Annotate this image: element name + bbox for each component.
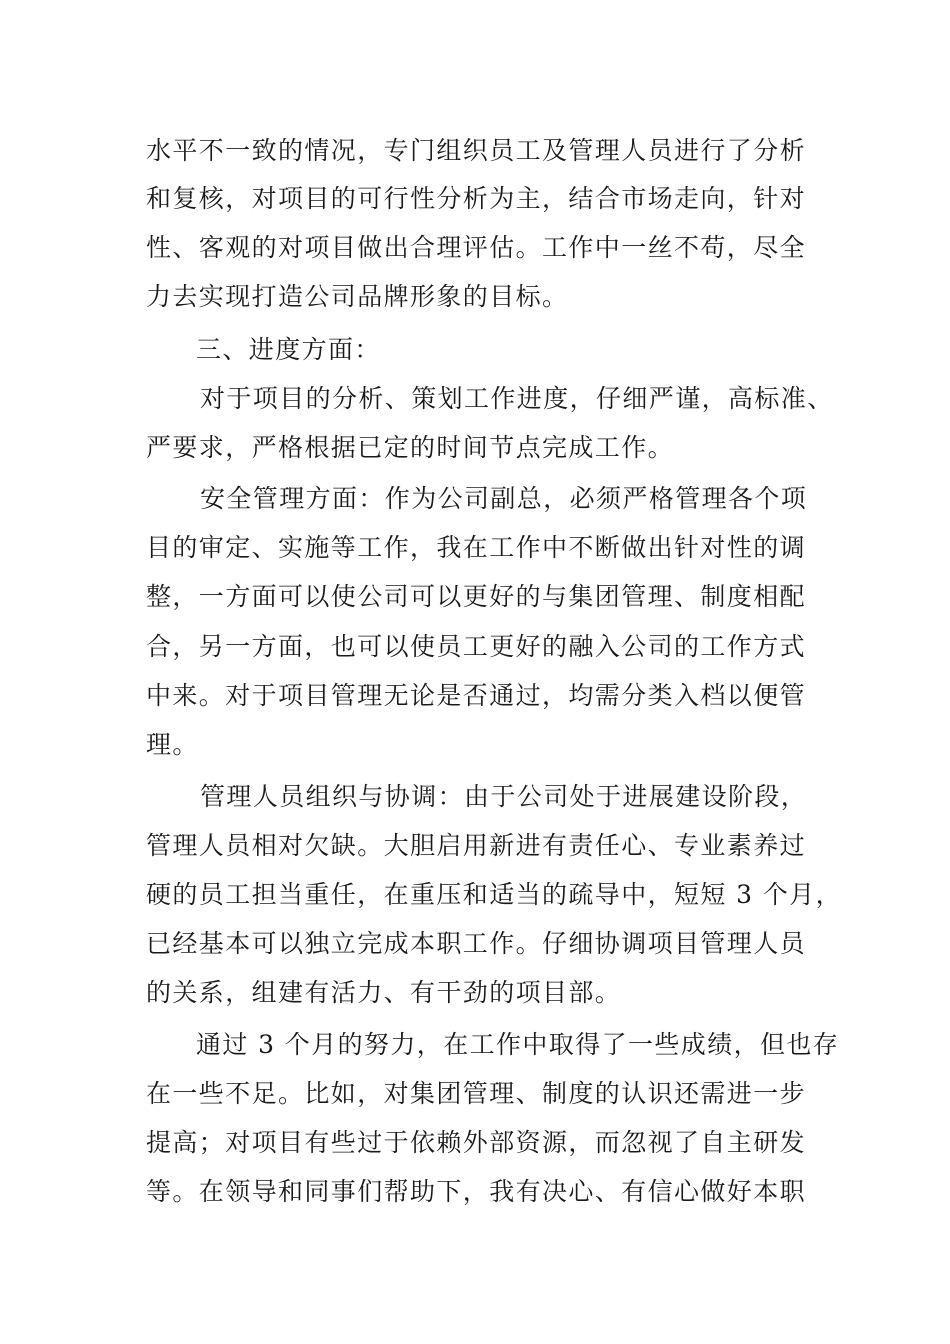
text-line: 对于项目的分析、策划工作进度，仔细严谨，高标准、 bbox=[200, 384, 834, 413]
text-line: 安全管理方面：作为公司副总，必须严格管理各个项 bbox=[200, 484, 808, 513]
text-line: 严要求，严格根据已定的时间节点完成工作。 bbox=[146, 433, 675, 462]
text-line: 和复核，对项目的可行性分析为主，结合市场走向，针对 bbox=[146, 184, 807, 213]
text-line: 水平不一致的情况，专门组织员工及管理人员进行了分析 bbox=[146, 136, 807, 165]
text-line: 整，一方面可以使公司可以更好的与集团管理、制度相配 bbox=[146, 582, 807, 611]
text-line: 理。 bbox=[146, 730, 199, 759]
text-line: 硬的员工担当重任，在重压和适当的疏导中，短短 3 个月， bbox=[146, 880, 843, 909]
text-line: 等。在领导和同事们帮助下，我有决心、有信心做好本职 bbox=[146, 1177, 807, 1206]
text-line: 性、客观的对项目做出合理评估。工作中一丝不苟，尽全 bbox=[146, 233, 807, 262]
text-line: 中来。对于项目管理无论是否通过，均需分类入档以便管 bbox=[146, 681, 807, 710]
text-line: 在一些不足。比如，对集团管理、制度的认识还需进一步 bbox=[146, 1079, 807, 1108]
text-line: 管理人员组织与协调：由于公司处于进展建设阶段， bbox=[200, 782, 808, 811]
text-line: 力去实现打造公司品牌形象的目标。 bbox=[146, 282, 569, 311]
text-line: 通过 3 个月的努力，在工作中取得了一些成绩，但也存 bbox=[196, 1030, 840, 1059]
text-line: 已经基本可以独立完成本职工作。仔细协调项目管理人员 bbox=[146, 929, 807, 958]
text-line: 管理人员相对欠缺。大胆启用新进有责任心、专业素养过 bbox=[146, 831, 807, 860]
text-line: 目的审定、实施等工作，我在工作中不断做出针对性的调 bbox=[146, 533, 807, 562]
text-line: 提高；对项目有些过于依赖外部资源，而忽视了自主研发 bbox=[146, 1128, 807, 1157]
section-heading: 三、进度方面： bbox=[196, 335, 381, 364]
text-line: 合，另一方面，也可以使员工更好的融入公司的工作方式 bbox=[146, 632, 807, 661]
text-line: 的关系，组建有活力、有干劲的项目部。 bbox=[146, 978, 622, 1007]
